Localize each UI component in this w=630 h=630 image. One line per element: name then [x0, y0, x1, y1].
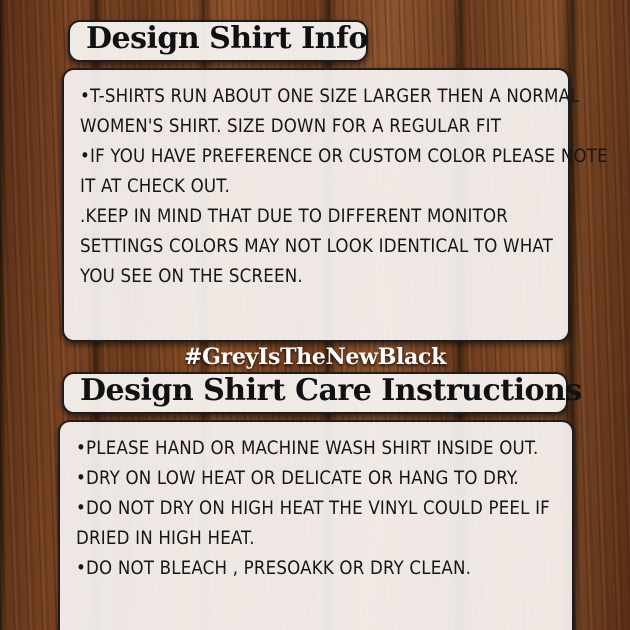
care-line: •DO NOT BLEACH , PRESOAKK OR DRY CLEAN. — [76, 557, 472, 579]
info-line: IT AT CHECK OUT. — [80, 175, 230, 197]
care-line: •PLEASE HAND OR MACHINE WASH SHIRT INSIDE OUT. — [76, 438, 539, 459]
info-line: YOU SEE ON THE SCREEN. — [80, 265, 303, 287]
info-line: SETTINGS COLORS MAY NOT LOOK IDENTICAL TO WHAT — [80, 235, 553, 257]
care-instructions-title: Design Shirt Care Instructions — [80, 373, 582, 409]
care-line: •DRY ON LOW HEAT OR DELICATE OR HANG TO DRY. — [76, 467, 519, 489]
care-line: •DO NOT DRY ON HIGH HEAT THE VINYL COULD PEEL IF — [76, 497, 550, 519]
care-instructions-text — [76, 434, 558, 584]
info-line: .KEEP IN MIND THAT DUE TO DIFFERENT MONITOR — [80, 205, 509, 227]
brand-hashtag: #GreyIsTheNewBlack — [183, 344, 447, 370]
care-line: DRIED IN HIGH HEAT. — [76, 527, 255, 549]
care-instructions-body-card — [58, 420, 574, 630]
design-shirt-info-title-card — [68, 20, 368, 62]
care-instructions-title-card — [62, 372, 582, 414]
info-line: •T-SHIRTS RUN ABOUT ONE SIZE LARGER THEN A NORMAL — [80, 86, 580, 107]
info-line: WOMEN'S SHIRT. SIZE DOWN FOR A REGULAR FIT — [80, 115, 502, 137]
info-line: •IF YOU HAVE PREFERENCE OR CUSTOM COLOR PLEASE NOTE — [80, 145, 608, 167]
design-shirt-info-title: Design Shirt Info — [86, 21, 368, 57]
design-shirt-info-body-card — [62, 68, 608, 342]
design-shirt-info-text — [80, 82, 608, 292]
